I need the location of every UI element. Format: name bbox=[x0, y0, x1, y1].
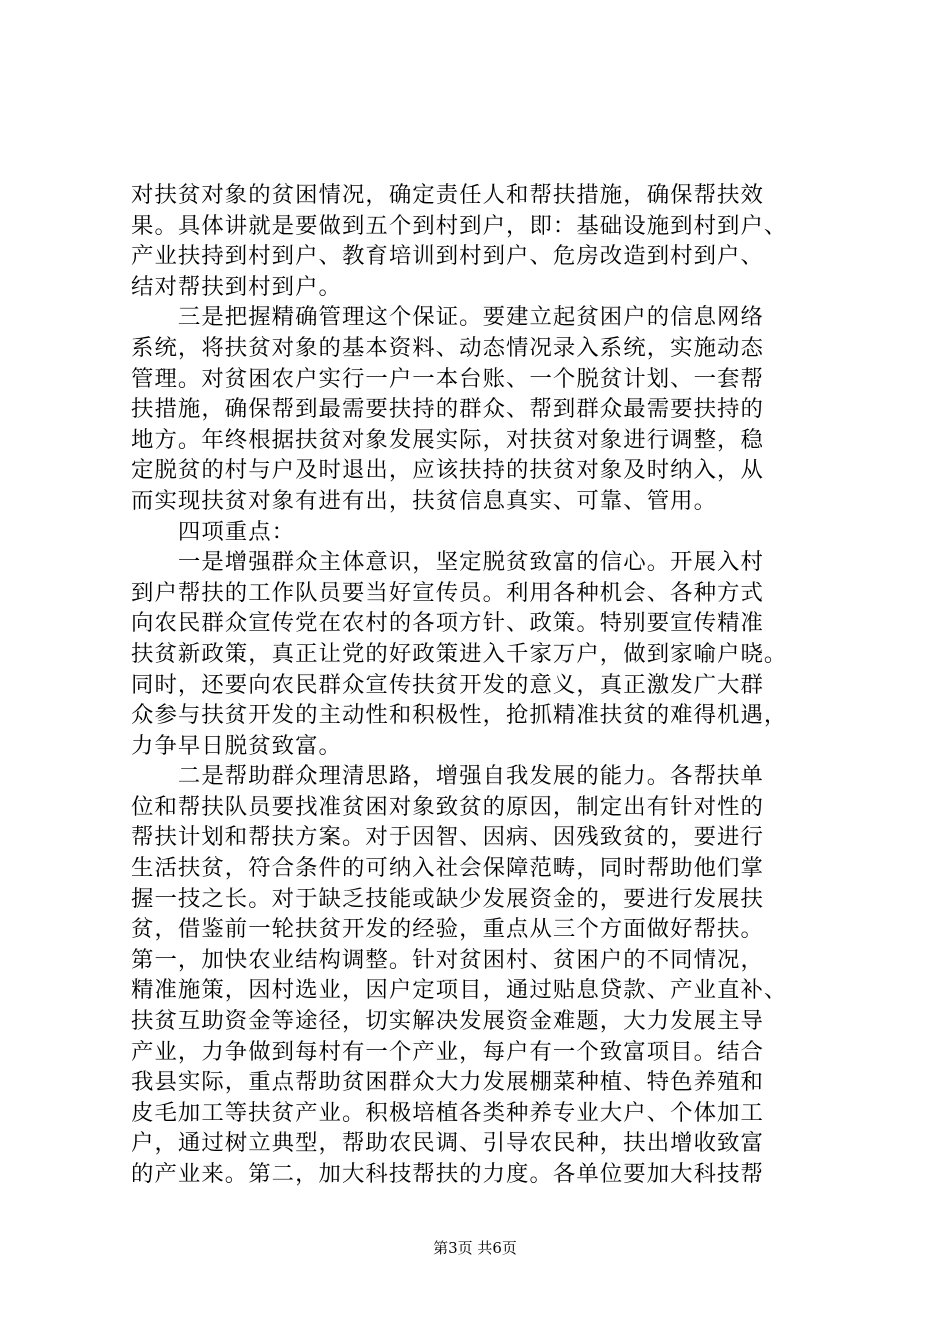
text-line: 我县实际，重点帮助贫困群众大力发展棚菜种植、特色养殖和 bbox=[131, 1069, 764, 1096]
text-line: 地方。年终根据扶贫对象发展实际，对扶贫对象进行调整，稳 bbox=[131, 426, 764, 453]
text-line: 帮扶计划和帮扶方案。对于因智、因病、因残致贫的，要进行 bbox=[131, 824, 764, 851]
text-line: 众参与扶贫开发的主动性和积极性，抢抓精准扶贫的难得机遇， bbox=[131, 702, 788, 729]
page-footer: 第3页 共6页 bbox=[433, 1239, 517, 1257]
text-line: 握一技之长。对于缺乏技能或缺少发展资金的，要进行发展扶 bbox=[131, 885, 764, 912]
text-line: 管理。对贫困农户实行一户一本台账、一个脱贫计划、一套帮 bbox=[131, 365, 764, 392]
text-line: 力争早日脱贫致富。 bbox=[131, 732, 342, 759]
text-line: 系统，将扶贫对象的基本资料、动态情况录入系统，实施动态 bbox=[131, 334, 764, 361]
text-line: 贫，借鉴前一轮扶贫开发的经验，重点从三个方面做好帮扶。 bbox=[131, 916, 764, 943]
text-line: 皮毛加工等扶贫产业。积极培植各类种养专业大户、个体加工 bbox=[131, 1099, 764, 1126]
text-line: 户，通过树立典型，帮助农民调、引导农民种，扶出增收致富 bbox=[131, 1130, 764, 1157]
text-line: 的产业来。第二，加大科技帮扶的力度。各单位要加大科技帮 bbox=[131, 1161, 764, 1187]
text-line: 扶贫互助资金等途径，切实解决发展资金难题，大力发展主导 bbox=[131, 1008, 764, 1035]
text-line: 对扶贫对象的贫困情况，确定责任人和帮扶措施，确保帮扶效 bbox=[131, 182, 764, 208]
text-line: 第一，加快农业结构调整。针对贫困村、贫困户的不同情况， bbox=[131, 946, 764, 973]
text-line: 而实现扶贫对象有进有出，扶贫信息真实、可靠、管用。 bbox=[131, 487, 718, 514]
text-line: 三是把握精确管理这个保证。要建立起贫困户的信息网络 bbox=[131, 304, 764, 331]
text-line: 结对帮扶到村到户。 bbox=[131, 273, 342, 300]
text-line: 果。具体讲就是要做到五个到村到户，即：基础设施到村到户、 bbox=[131, 212, 788, 239]
text-line: 四项重点： bbox=[131, 518, 296, 545]
text-line: 扶贫新政策，真正让党的好政策进入千家万户，做到家喻户晓。 bbox=[131, 640, 788, 667]
text-line: 扶措施，确保帮到最需要扶持的群众、帮到群众最需要扶持的 bbox=[131, 396, 764, 423]
text-line: 精准施策，因村选业，因户定项目，通过贴息贷款、产业直补、 bbox=[131, 977, 788, 1004]
text-line: 一是增强群众主体意识，坚定脱贫致富的信心。开展入村 bbox=[131, 549, 764, 576]
text-line: 同时，还要向农民群众宣传扶贫开发的意义，真正激发广大群 bbox=[131, 671, 764, 698]
text-line: 定脱贫的村与户及时退出，应该扶持的扶贫对象及时纳入，从 bbox=[131, 457, 764, 484]
text-line: 生活扶贫，符合条件的可纳入社会保障范畴，同时帮助他们掌 bbox=[131, 855, 764, 882]
text-line: 向农民群众宣传党在农村的各项方针、政策。特别要宣传精准 bbox=[131, 610, 764, 637]
body-text bbox=[131, 180, 849, 1190]
text-line: 位和帮扶队员要找准贫困对象致贫的原因，制定出有针对性的 bbox=[131, 793, 764, 820]
text-line: 二是帮助群众理清思路，增强自我发展的能力。各帮扶单 bbox=[131, 763, 764, 790]
text-line: 产业扶持到村到户、教育培训到村到户、危房改造到村到户、 bbox=[131, 243, 764, 270]
text-line: 到户帮扶的工作队员要当好宣传员。利用各种机会、各种方式 bbox=[131, 579, 764, 606]
text-line: 产业，力争做到每村有一个产业，每户有一个致富项目。结合 bbox=[131, 1038, 764, 1065]
